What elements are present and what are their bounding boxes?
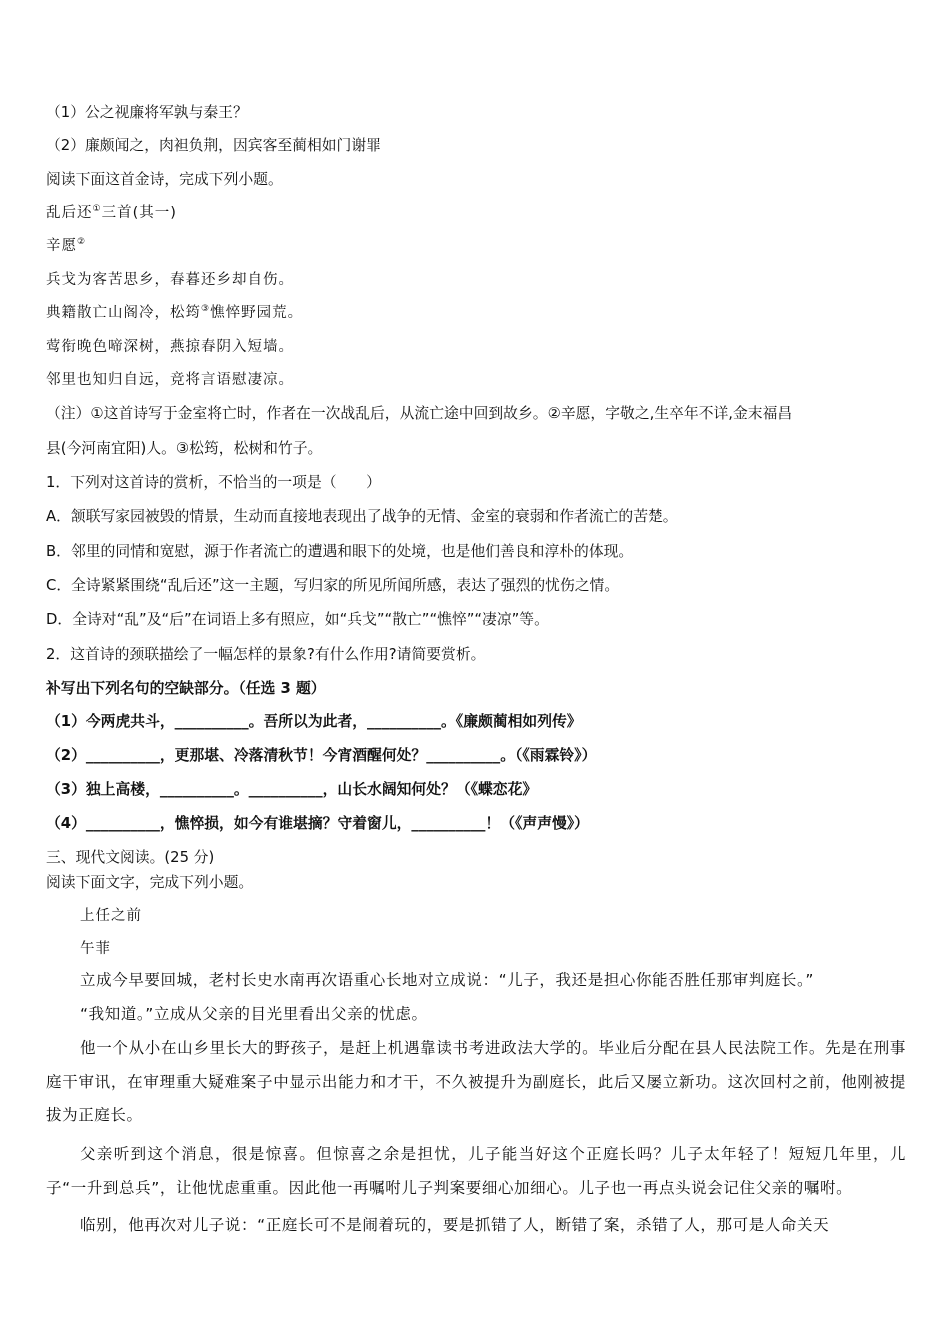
fill-item: （4）__________，憔悴损，如今有谁堪摘？守着窗儿，__________！（《声声慢》）: [46, 815, 589, 832]
answer-line-2: （2）廉颇闻之，肉袒负荆，因宾客至蔺相如门谢罪: [46, 137, 381, 154]
reading-intro: 阅读下面文字，完成下列小题。: [46, 874, 254, 891]
story-paragraph: 父亲听到这个消息，很是惊喜。但惊喜之余是担忧，儿子能当好这个正庭长吗？儿子太年轻了！短短几年里，儿子“一升到总兵”，让他忧虑重重。因此他一再嘱咐儿子判案要细心加细心。儿子也一再点头说会记住父亲的嘱咐。: [46, 1145, 906, 1197]
poem-line: 典籍散亡山阁冷，松筠③憔悴野园荒。: [46, 304, 304, 321]
story-title: 上任之前: [80, 908, 142, 924]
answer-line-1: （1）公之视廉将军孰与秦王？: [46, 104, 248, 121]
poem-line: 兵戈为客苦思乡，春暮还乡却自伤。: [46, 272, 294, 288]
option-a: A．颔联写家园被毁的情景，生动而直接地表现出了战争的无情、金室的衰弱和作者流亡的苦楚。: [46, 508, 678, 525]
question-2-stem: 2．这首诗的颈联描绘了一幅怎样的景象?有什么作用?请简要赏析。: [46, 646, 486, 663]
story-paragraph: “我知道。”立成从父亲的目光里看出父亲的忧虑。: [80, 1005, 428, 1023]
story-author: 午菲: [80, 941, 111, 957]
story-paragraph: 临别，他再次对儿子说：“正庭长可不是闹着玩的，要是抓错了人，断错了案，杀错了人，那可是人命关天: [80, 1216, 830, 1234]
option-b: B．邻里的同情和宽慰，源于作者流亡的遭遇和眼下的处境，也是他们善良和淳朴的体现。: [46, 543, 634, 560]
poem-author: 辛愿②: [46, 237, 87, 254]
option-d: D．全诗对“乱”及“后”在词语上多有照应，如“兵戈”“散亡”“憔悴”“凄凉”等。: [46, 611, 549, 628]
option-c: C．全诗紧紧围绕“乱后还”这一主题，写归家的所见所闻所感，表达了强烈的忧伤之情。: [46, 577, 620, 594]
section-heading: 三、现代文阅读。(25 分): [46, 849, 215, 866]
story-paragraph: 立成今早要回城，老村长史水南再次语重心长地对立成说：“儿子，我还是担心你能否胜任那审判庭长。”: [80, 971, 815, 989]
poem-note-cont: 县(今河南宜阳)人。③松筠，松树和竹子。: [46, 440, 323, 457]
poem-intro: 阅读下面这首金诗，完成下列小题。: [46, 171, 283, 188]
poem-line: 莺衔晚色啼深树，燕掠春阴入短墙。: [46, 339, 294, 355]
poem-note: （注）①这首诗写于金室将亡时，作者在一次战乱后，从流亡途中回到故乡。②辛愿，字敬之,生卒年不详,金末福昌: [46, 405, 793, 422]
fill-section-title: 补写出下列名句的空缺部分。（任选 3 题）: [46, 680, 326, 697]
fill-item: （2）__________，更那堪、冷落清秋节！今宵酒醒何处？__________。（《雨霖铃》）: [46, 747, 597, 764]
fill-item: （1）今两虎共斗，__________。吾所以为此者，__________。《廉颇蔺相如列传》: [46, 713, 582, 730]
poem-line: 邻里也知归自远，竞将言语慰凄凉。: [46, 372, 294, 388]
fill-item: （3）独上高楼，__________。__________，山长水阔知何处？（《蝶恋花》: [46, 781, 538, 798]
poem-title: 乱后还①三首(其一): [46, 204, 177, 221]
story-paragraph: 他一个从小在山乡里长大的野孩子，是赶上机遇靠读书考进政法大学的。毕业后分配在县人民法院工作。先是在刑事庭干审讯，在审理重大疑难案子中显示出能力和才干，不久被提升为副庭长，此后又屡立新功。这次回村之前，他刚被提拔为正庭长。: [46, 1039, 906, 1124]
question-1-stem: 1．下列对这首诗的赏析，不恰当的一项是（ ）: [46, 474, 381, 491]
